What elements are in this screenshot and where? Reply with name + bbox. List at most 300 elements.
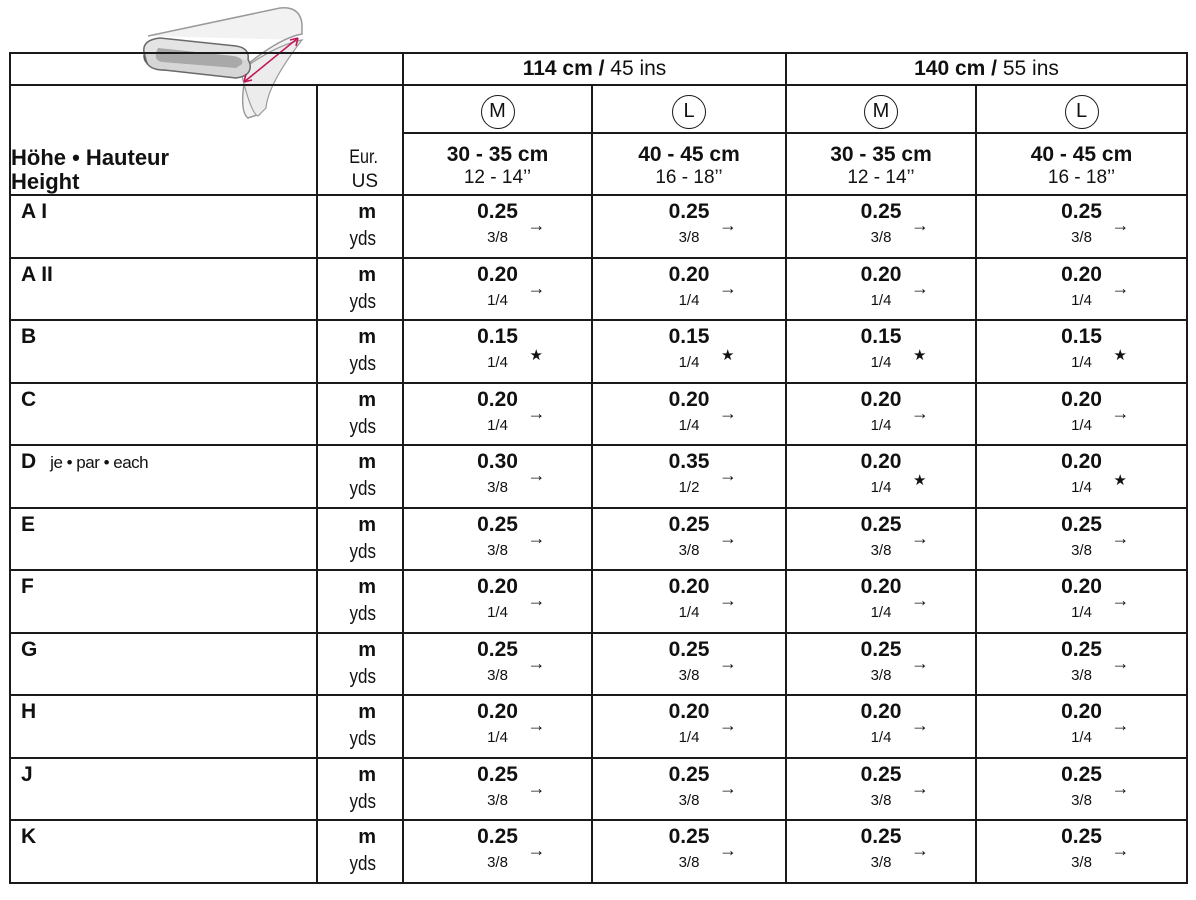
yards-value: 1/4: [870, 729, 892, 746]
yardage-value: [1037, 262, 1130, 314]
value-cell: [786, 195, 976, 258]
view-cell: [10, 383, 317, 446]
value-cell: [592, 445, 786, 508]
view-label: J: [21, 762, 33, 786]
view-label: B: [21, 325, 37, 348]
star-icon: ★: [913, 472, 927, 489]
metres-value: 0.20: [1061, 575, 1102, 598]
unit-metric: m: [358, 576, 376, 598]
value-cell: [786, 633, 976, 696]
yards-value: 3/8: [487, 791, 508, 809]
arrow-right-icon: →: [527, 715, 546, 735]
yards-value: 1/4: [870, 604, 892, 621]
arrow-right-icon: →: [1111, 277, 1130, 298]
view-label: A II: [21, 262, 53, 286]
yardage-value: [836, 512, 929, 564]
value-cell: [976, 570, 1187, 633]
metres-value: 0.20: [1061, 450, 1102, 473]
yardage-value: [836, 762, 929, 814]
yardage-value: [453, 699, 546, 751]
arrow-right-icon: →: [1111, 590, 1130, 610]
metres-value: 0.20: [668, 575, 710, 598]
size-range-cm: 30 - 35 cm: [830, 143, 932, 166]
value-cell: [976, 758, 1187, 821]
arrow-right-icon: →: [911, 590, 929, 610]
unit-cell: [317, 508, 403, 571]
width-header-140: [786, 53, 1187, 85]
arrow-right-icon: →: [911, 715, 929, 735]
metres-value: 0.25: [1061, 200, 1102, 223]
unit-header: [317, 85, 403, 195]
view-label: F: [21, 575, 34, 598]
metres-value: 0.25: [668, 200, 710, 223]
metres-value: 0.20: [860, 262, 902, 286]
value-cell: [592, 195, 786, 258]
arrow-right-icon: →: [719, 590, 737, 610]
metres-value: 0.25: [477, 825, 518, 848]
arrow-right-icon: →: [719, 465, 737, 485]
unit-cell: [317, 695, 403, 758]
size-m-icon: M: [481, 95, 515, 129]
height-header: [10, 85, 317, 195]
yardage-value: [453, 637, 546, 689]
yards-value: 3/8: [678, 229, 700, 246]
unit-imperial: yds: [349, 603, 376, 625]
yards-value: 3/8: [1071, 666, 1092, 684]
view-cell: [10, 258, 317, 321]
size-range-cell: [786, 133, 976, 195]
yardage-value: [1037, 824, 1130, 876]
yardage-value: [453, 199, 546, 251]
value-cell: [976, 195, 1187, 258]
value-cell: [592, 570, 786, 633]
view-cell: [10, 445, 317, 508]
yardage-value: [1037, 199, 1130, 251]
size-range-cell: [976, 133, 1187, 195]
yardage-value: [836, 699, 929, 751]
yards-value: 1/4: [1071, 291, 1092, 309]
unit-imperial: yds: [349, 228, 376, 250]
table-row: [10, 258, 1187, 321]
unit-cell: [317, 258, 403, 321]
value-cell: [403, 383, 592, 446]
arrow-right-icon: →: [911, 652, 929, 673]
yards-value: 3/8: [487, 229, 508, 246]
table-row: [10, 383, 1187, 446]
yards-value: 1/4: [1071, 479, 1092, 496]
arrow-right-icon: →: [527, 215, 546, 235]
arrow-right-icon: →: [719, 715, 737, 735]
yardage-value: [644, 512, 737, 564]
yardage-value: [644, 762, 737, 814]
metres-value: 0.20: [668, 387, 710, 411]
table-row: [10, 508, 1187, 571]
value-cell: [592, 383, 786, 446]
arrow-right-icon: →: [719, 777, 737, 798]
view-label: H: [21, 700, 37, 723]
view-cell: [10, 508, 317, 571]
table-row: [10, 195, 1187, 258]
metres-value: 0.15: [477, 325, 518, 348]
unit-imperial: yds: [349, 540, 376, 563]
yards-value: 1/4: [487, 604, 508, 621]
arrow-right-icon: →: [1111, 652, 1130, 673]
metres-value: 0.20: [668, 700, 710, 723]
metres-value: 0.35: [668, 450, 710, 473]
yardage-value: [836, 262, 929, 314]
size-range-ins: 12 - 14’’: [463, 167, 532, 188]
yardage-value: [836, 637, 929, 689]
yardage-value: [644, 574, 737, 626]
value-cell: [786, 758, 976, 821]
unit-cell: [317, 383, 403, 446]
unit-metric: m: [358, 263, 376, 286]
unit-label-eur: Eur.: [349, 147, 378, 168]
yardage-value: [1037, 699, 1130, 751]
metres-value: 0.25: [477, 200, 518, 223]
arrow-right-icon: →: [1111, 777, 1130, 798]
yards-value: 3/8: [870, 666, 892, 684]
yardage-value: [1037, 762, 1130, 814]
arrow-right-icon: →: [527, 652, 546, 673]
unit-metric: m: [358, 638, 376, 661]
arrow-right-icon: →: [1111, 402, 1130, 423]
yardage-value: [644, 824, 737, 876]
value-cell: [403, 195, 592, 258]
width-cm: 140 cm /: [914, 57, 998, 80]
arrow-right-icon: →: [527, 840, 546, 860]
yardage-value: [453, 324, 543, 376]
value-cell: [786, 820, 976, 883]
yardage-value: [644, 262, 737, 314]
unit-cell: [317, 758, 403, 821]
value-cell: [592, 820, 786, 883]
size-symbol-cell: [592, 85, 786, 133]
metres-value: 0.25: [1061, 512, 1102, 536]
yards-value: 3/8: [870, 791, 892, 809]
unit-metric: m: [358, 701, 376, 723]
metres-value: 0.25: [668, 825, 710, 848]
view-cell: [10, 758, 317, 821]
corner-cell: [10, 53, 403, 85]
unit-metric: m: [358, 326, 376, 348]
view-cell: [10, 633, 317, 696]
metres-value: 0.25: [860, 637, 902, 661]
metres-value: 0.20: [1061, 262, 1102, 286]
yards-value: 1/4: [870, 354, 892, 371]
arrow-right-icon: →: [719, 652, 737, 673]
star-icon: ★: [913, 347, 927, 364]
unit-imperial: yds: [349, 290, 376, 313]
value-cell: [592, 320, 786, 383]
table-row: [10, 320, 1187, 383]
metres-value: 0.20: [668, 262, 710, 286]
value-cell: [976, 383, 1187, 446]
unit-imperial: yds: [349, 415, 376, 438]
value-cell: [403, 445, 592, 508]
unit-cell: [317, 320, 403, 383]
metres-value: 0.25: [668, 512, 710, 536]
arrow-right-icon: →: [527, 527, 546, 548]
yards-value: 1/4: [678, 604, 700, 621]
yards-value: 3/8: [487, 541, 508, 559]
yards-value: 1/4: [678, 291, 700, 309]
table-row: [10, 758, 1187, 821]
arrow-right-icon: →: [719, 402, 737, 423]
unit-imperial: yds: [349, 353, 376, 375]
yards-value: 1/4: [1071, 729, 1092, 746]
yardage-value: [836, 824, 929, 876]
yards-value: 1/4: [870, 479, 892, 496]
yardage-value: [836, 199, 929, 251]
yardage-value: [453, 762, 546, 814]
yardage-value: [453, 512, 546, 564]
yards-value: 3/8: [870, 541, 892, 559]
view-cell: [10, 195, 317, 258]
yards-value: 3/8: [487, 854, 508, 871]
size-symbol-cell: [976, 85, 1187, 133]
yards-value: 1/4: [1071, 416, 1092, 434]
star-icon: ★: [721, 347, 735, 364]
metres-value: 0.25: [860, 200, 902, 223]
unit-imperial: yds: [349, 853, 376, 875]
value-cell: [592, 633, 786, 696]
value-cell: [976, 320, 1187, 383]
arrow-right-icon: →: [1111, 715, 1130, 735]
value-cell: [786, 320, 976, 383]
metres-value: 0.20: [477, 262, 518, 286]
unit-cell: [317, 820, 403, 883]
view-cell: [10, 570, 317, 633]
table-row: [10, 695, 1187, 758]
yardage-value: [453, 262, 546, 314]
metres-value: 0.20: [477, 575, 518, 598]
unit-imperial: yds: [349, 790, 376, 813]
view-cell: [10, 695, 317, 758]
metres-value: 0.20: [860, 450, 902, 473]
yards-value: 3/8: [1071, 541, 1092, 559]
view-cell: [10, 320, 317, 383]
metres-value: 0.25: [860, 512, 902, 536]
value-cell: [976, 445, 1187, 508]
arrow-right-icon: →: [527, 277, 546, 298]
arrow-right-icon: →: [1111, 840, 1130, 860]
yards-value: 1/4: [487, 291, 508, 309]
metres-value: 0.25: [860, 762, 902, 786]
value-cell: [786, 508, 976, 571]
yards-value: 3/8: [678, 541, 700, 559]
unit-metric: m: [358, 451, 376, 473]
yards-value: 1/4: [487, 416, 508, 434]
view-label: A I: [21, 200, 48, 223]
yards-value: 3/8: [678, 666, 700, 684]
width-header-114: [403, 53, 786, 85]
yards-value: 3/8: [487, 479, 508, 496]
size-l-icon: L: [672, 95, 706, 129]
yards-value: 3/8: [1071, 854, 1092, 871]
value-cell: [403, 820, 592, 883]
yardage-value: [644, 324, 734, 376]
table-row: [10, 820, 1187, 883]
view-label: D: [21, 450, 37, 473]
metres-value: 0.25: [668, 637, 710, 661]
yards-value: 3/8: [487, 666, 508, 684]
unit-cell: [317, 633, 403, 696]
width-ins: 45 ins: [610, 57, 667, 80]
yardage-value: [836, 449, 926, 501]
yardage-value: [644, 449, 737, 501]
metres-value: 0.25: [860, 825, 902, 848]
yardage-value: [836, 324, 926, 376]
yards-value: 1/4: [487, 729, 508, 746]
value-cell: [403, 570, 592, 633]
metres-value: 0.30: [477, 450, 518, 473]
yards-value: 3/8: [1071, 229, 1092, 246]
metres-value: 0.25: [1061, 637, 1102, 661]
yardage-value: [1037, 512, 1130, 564]
value-cell: [786, 695, 976, 758]
width-cm: 114 cm /: [522, 57, 605, 80]
yards-value: 1/4: [1071, 354, 1092, 371]
value-cell: [592, 258, 786, 321]
value-cell: [786, 570, 976, 633]
unit-cell: [317, 195, 403, 258]
table-row: [10, 633, 1187, 696]
metres-value: 0.25: [1061, 762, 1102, 786]
view-note: je • par • each: [50, 453, 149, 472]
value-cell: [403, 758, 592, 821]
arrow-right-icon: →: [719, 527, 737, 548]
arrow-right-icon: →: [911, 402, 929, 423]
yardage-value: [1037, 637, 1130, 689]
value-cell: [786, 445, 976, 508]
size-symbol-cell: [786, 85, 976, 133]
value-cell: [403, 695, 592, 758]
unit-cell: [317, 445, 403, 508]
arrow-right-icon: →: [911, 215, 929, 235]
arrow-right-icon: →: [719, 277, 737, 298]
unit-metric: m: [358, 388, 376, 411]
size-l-icon: L: [1065, 95, 1099, 129]
unit-metric: m: [358, 763, 376, 786]
view-label: K: [21, 825, 37, 848]
yardage-value: [1037, 324, 1127, 376]
table-row: [10, 445, 1187, 508]
metres-value: 0.15: [668, 325, 710, 348]
unit-metric: m: [358, 201, 376, 223]
value-cell: [976, 695, 1187, 758]
unit-metric: m: [358, 513, 376, 536]
metres-value: 0.15: [1061, 325, 1102, 348]
yardage-chart: [9, 52, 1186, 888]
value-cell: [403, 320, 592, 383]
view-label: C: [21, 387, 37, 411]
yardage-table: [9, 52, 1188, 884]
yards-value: 3/8: [870, 854, 892, 871]
yards-value: 1/4: [870, 291, 892, 309]
metres-value: 0.20: [1061, 387, 1102, 411]
metres-value: 0.20: [860, 700, 902, 723]
unit-label-us: US: [351, 171, 378, 192]
value-cell: [592, 758, 786, 821]
metres-value: 0.25: [477, 512, 518, 536]
yardage-value: [453, 824, 546, 876]
yardage-value: [1037, 574, 1130, 626]
metres-value: 0.20: [860, 387, 902, 411]
value-cell: [403, 633, 592, 696]
star-icon: ★: [1113, 472, 1127, 489]
yardage-value: [644, 387, 737, 439]
yards-value: 1/4: [870, 416, 892, 434]
size-range-cm: 30 - 35 cm: [446, 143, 549, 166]
size-range-ins: 12 - 14’’: [847, 167, 915, 188]
yards-value: 1/4: [678, 354, 700, 371]
width-ins: 55 ins: [1002, 57, 1059, 80]
metres-value: 0.25: [477, 637, 518, 661]
table-row: [10, 570, 1187, 633]
unit-metric: m: [358, 826, 376, 848]
size-range-cell: [592, 133, 786, 195]
yardage-value: [1037, 387, 1130, 439]
size-range-cm: 40 - 45 cm: [1030, 143, 1133, 166]
yardage-value: [836, 574, 929, 626]
view-label: E: [21, 512, 36, 536]
value-cell: [403, 508, 592, 571]
yards-value: 3/8: [870, 229, 892, 246]
yardage-value: [1037, 449, 1127, 501]
metres-value: 0.25: [477, 762, 518, 786]
height-label-en: Height: [11, 169, 80, 194]
arrow-right-icon: →: [527, 465, 546, 485]
yards-value: 1/4: [487, 354, 508, 371]
metres-value: 0.20: [477, 387, 518, 411]
metres-value: 0.20: [1061, 700, 1102, 723]
view-cell: [10, 820, 317, 883]
arrow-right-icon: →: [911, 840, 929, 860]
size-range-ins: 16 - 18’’: [655, 167, 723, 188]
arrow-right-icon: →: [1111, 215, 1130, 235]
value-cell: [403, 258, 592, 321]
yardage-value: [453, 574, 546, 626]
yards-value: 3/8: [678, 854, 700, 871]
arrow-right-icon: →: [911, 527, 929, 548]
unit-cell: [317, 570, 403, 633]
arrow-right-icon: →: [911, 277, 929, 298]
size-range-cell: [403, 133, 592, 195]
unit-imperial: yds: [349, 665, 376, 688]
value-cell: [592, 508, 786, 571]
size-symbol-cell: [403, 85, 592, 133]
metres-value: 0.25: [1061, 825, 1102, 848]
value-cell: [786, 383, 976, 446]
arrow-right-icon: →: [1111, 527, 1130, 548]
yards-value: 1/4: [678, 729, 700, 746]
height-label-de-fr: Höhe • Hauteur: [11, 145, 170, 170]
yardage-value: [644, 199, 737, 251]
arrow-right-icon: →: [527, 777, 546, 798]
yards-value: 1/4: [1071, 604, 1092, 621]
yardage-value: [836, 387, 929, 439]
metres-value: 0.20: [477, 700, 518, 723]
value-cell: [976, 258, 1187, 321]
unit-imperial: yds: [349, 478, 376, 500]
yardage-value: [453, 449, 546, 501]
unit-imperial: yds: [349, 728, 376, 750]
size-range-cm: 40 - 45 cm: [638, 143, 740, 166]
metres-value: 0.15: [860, 325, 902, 348]
value-cell: [592, 695, 786, 758]
size-m-icon: M: [864, 95, 898, 129]
